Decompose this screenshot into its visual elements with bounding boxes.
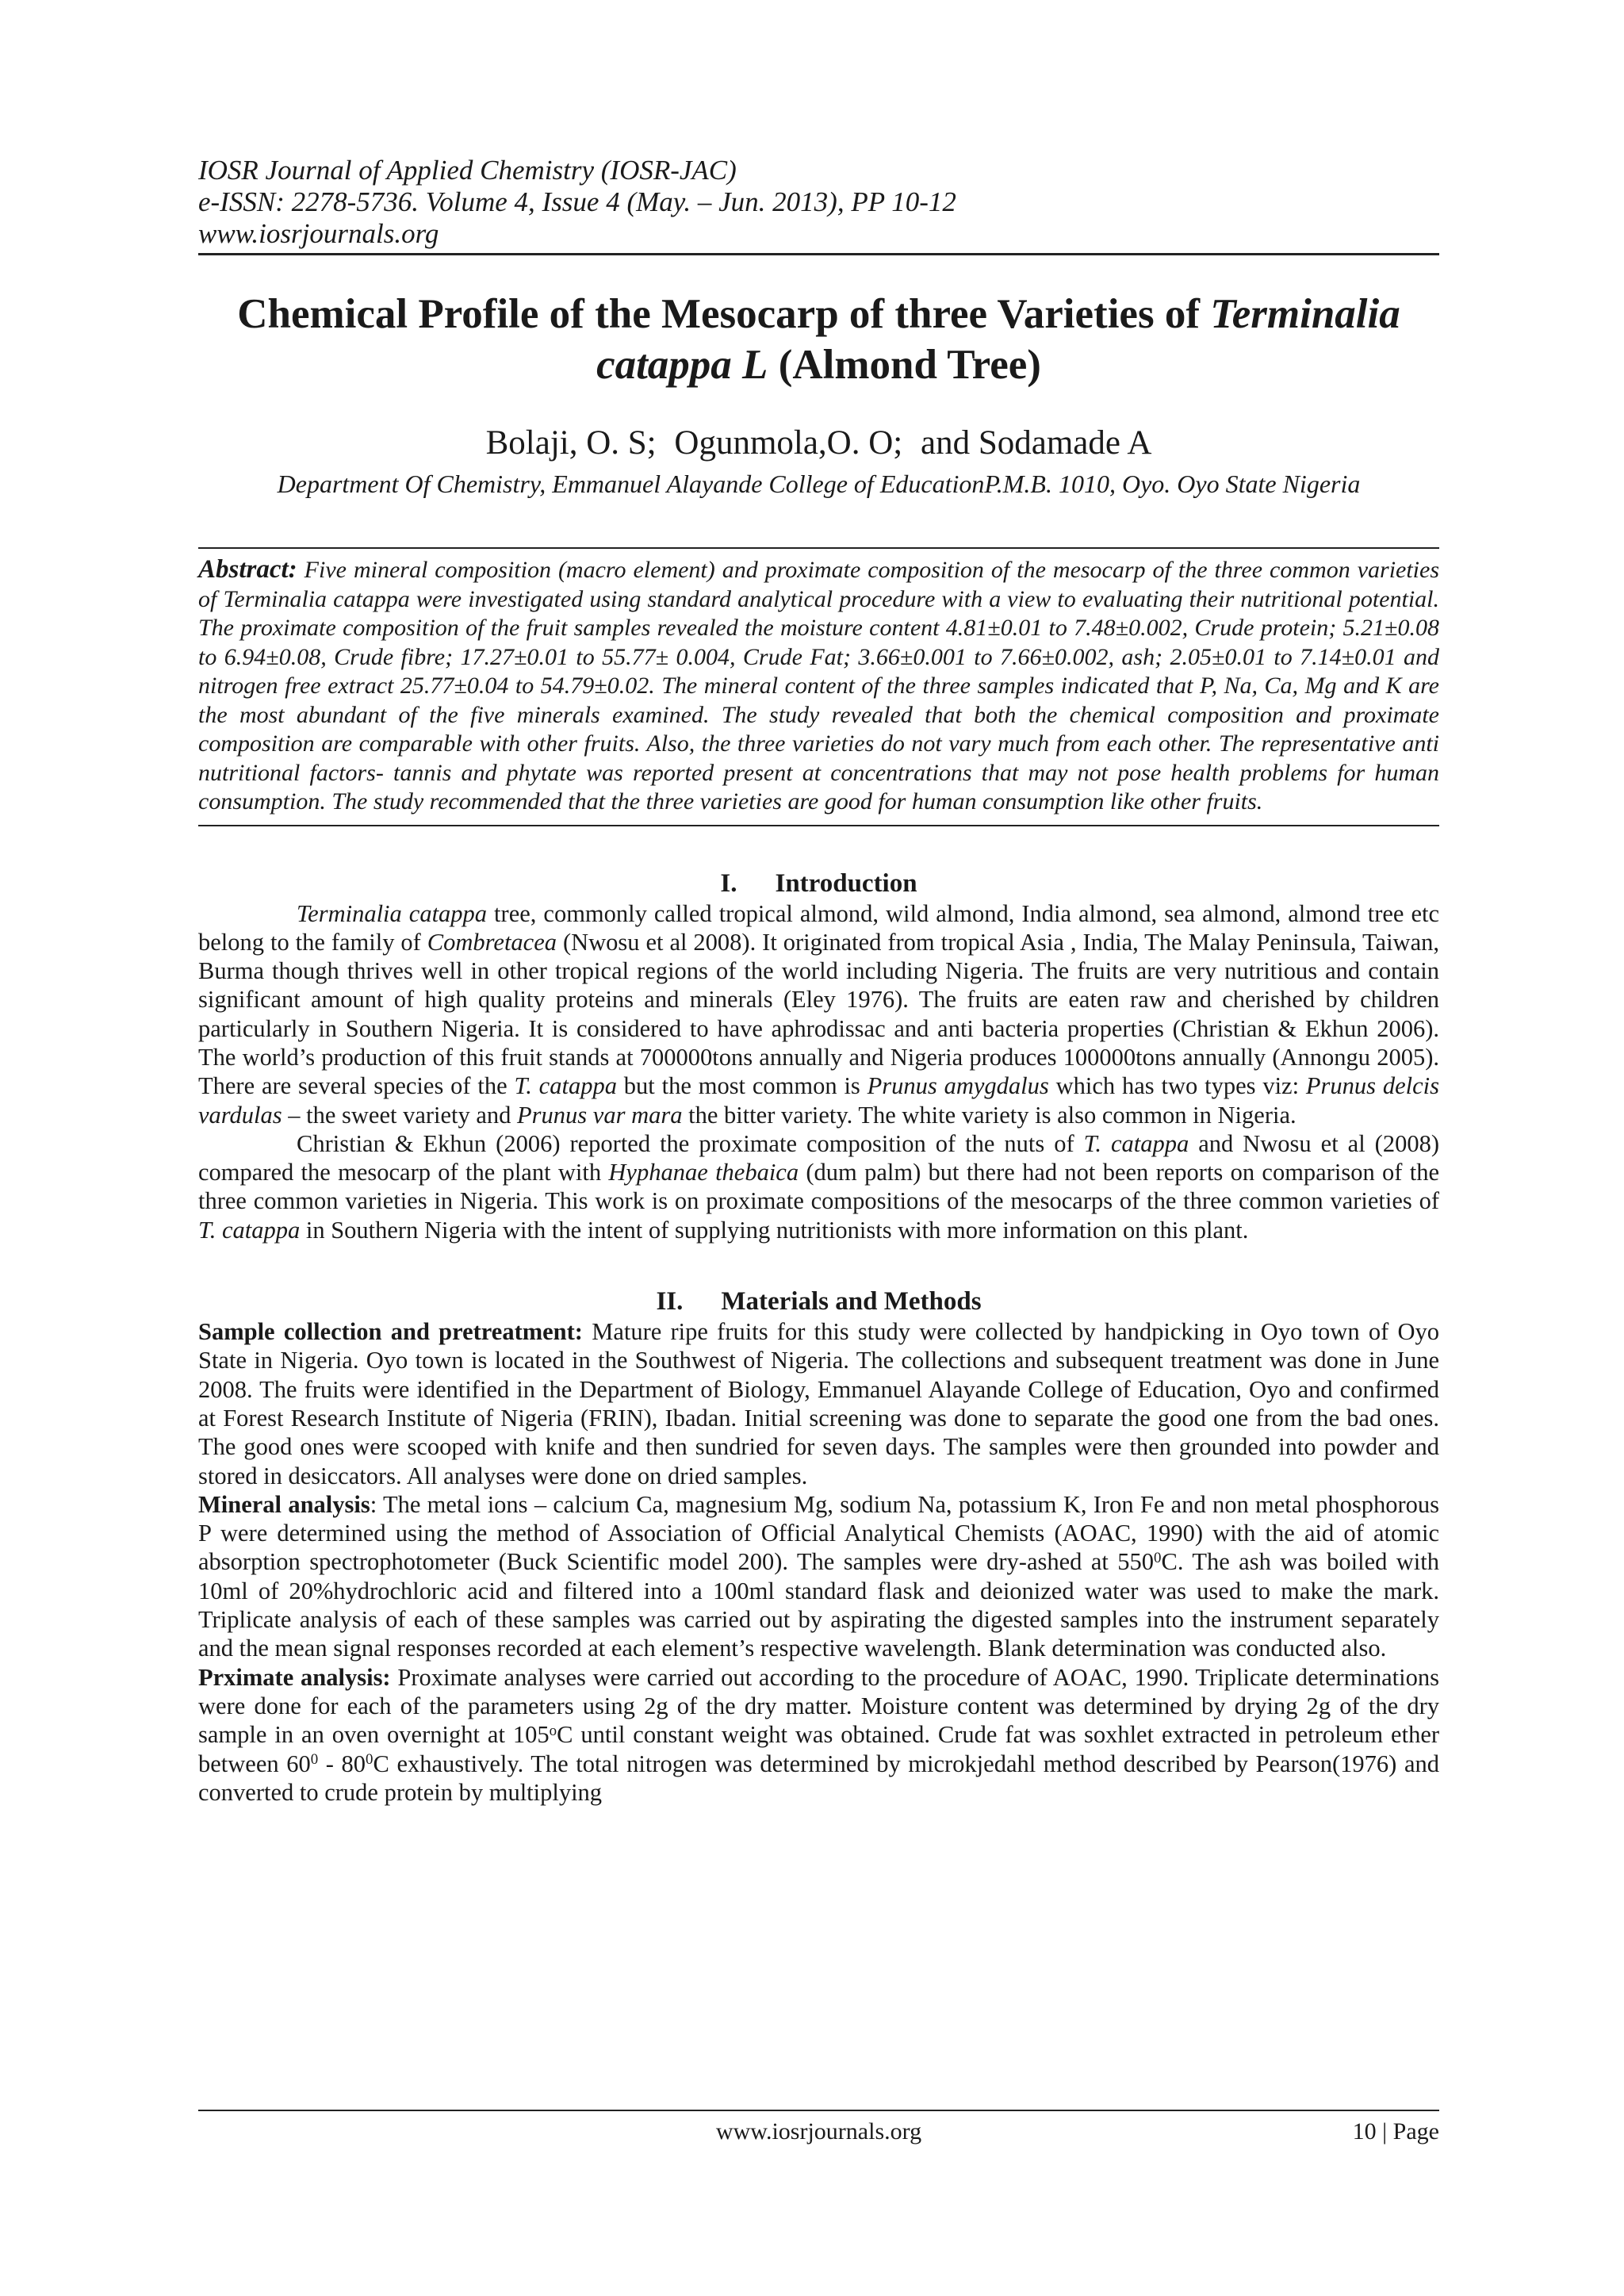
section-heading-introduction <box>198 868 1439 899</box>
intro-paragraph-2: Christian & Ekhun (2006) reported the proximate composition of the nuts of T. catappa and Nwosu et al (2008) compared the mesocarp of the plant with Hyphanae thebaica (dum palm) but there had not been reports on comparison of the three common varieties in Nigeria. This work is on proximate compositions of the mesocarps of the three common varieties of T. catappa in Southern Nigeria with the intent of supplying nutritionists with more information on this plant. <box>198 1129 1439 1244</box>
methods-sample-collection: Sample collection and pretreatment: Mature ripe fruits for this study were collected by handpicking in Oyo town of Oyo State in Nigeria. Oyo town is located in the Southwest of Nigeria. The collections and subsequent treatment was done in June 2008. The fruits were identified in the Department of Biology, Emmanuel Alayande College of Education, Oyo and confirmed at Forest Research Institute of Nigeria (FRIN), Ibadan. Initial screening was done to separate the good one from the bad ones. The good ones were scooped with knife and then sundried for seven days. The samples were then grounded into powder and stored in desiccators. All analyses were done on dried samples. <box>198 1318 1439 1489</box>
header-rule <box>198 253 1439 255</box>
intro-paragraph-1: Terminalia catappa tree, commonly called tropical almond, wild almond, India almond, sea almond, almond tree etc belong to the family of Combretacea (Nwosu et al 2008). It originated from tropical Asia , India, The Malay Peninsula, Taiwan, Burma though thrives well in other tropical regions of the world including Nigeria. The fruits are very nutritious and contain significant amount of high quality proteins and minerals (Eley 1976). The fruits are eaten raw and cherished by children particularly in Southern Nigeria. It is considered to have aphrodissac and anti bacteria properties (Christian & Ekhun 2006). The world’s production of this fruit stands at 700000tons annually and Nigeria produces 100000tons annually (Annongu 2005). There are several species of the T. catappa but the most common is Prunus amygdalus which has two types viz: Prunus delcis vardulas – the sweet variety and Prunus var mara the bitter variety. The white variety is also common in Nigeria. <box>198 899 1440 1129</box>
page-number: 10 | Page <box>1352 2118 1439 2145</box>
paper-title <box>198 289 1439 390</box>
page-footer <box>198 2110 1439 2145</box>
author-1: Bolaji, O. S; <box>485 424 657 462</box>
section-number: I. <box>720 868 737 898</box>
author-list <box>198 424 1439 463</box>
issn-line: e-ISSN: 2278-5736. Volume 4, Issue 4 (May. – Jun. 2013), PP 10-12 <box>198 186 956 217</box>
section-title: Materials and Methods <box>721 1287 982 1317</box>
affiliation: Department Of Chemistry, Emmanuel Alayande College of EducationP.M.B. 1010, Oyo. Oyo State Nigeria <box>277 470 1361 498</box>
paper-page <box>198 155 1439 1807</box>
abstract-text: Five mineral composition (macro element) and proximate composition of the mesocarp of the three common varieties of Terminalia catappa were investigated using standard analytical procedure with a view to evaluating their nutritional potential. The proximate composition of the fruit samples revealed the moisture content 4.81±0.01 to 7.48±0.002, Crude protein; 5.21±0.08 to 6.94±0.08, Crude fibre; 17.27±0.01 to 55.77± 0.004, Crude Fat; 3.66±0.001 to 7.66±0.002, ash; 2.05±0.01 to 7.14±0.01 and nitrogen free extract 25.77±0.04 to 54.79±0.02. The mineral content of the three samples indicated that P, Na, Ca, Mg and K are the most abundant of the five minerals examined. The study revealed that both the chemical composition and proximate composition are comparable with other fruits. Also, the three varieties do not vary much from each other. The representative anti nutritional factors- tannis and phytate was reported present at concentrations that may not pose health problems for human consumption. The study recommended that the three varieties are good for human consumption like other fruits. <box>198 557 1439 815</box>
author-3: and Sodamade A <box>920 424 1152 462</box>
section-number: II. <box>656 1287 684 1317</box>
journal-name: IOSR Journal of Applied Chemistry (IOSR-JAC) <box>198 155 737 186</box>
journal-website[interactable]: www.iosrjournals.org <box>198 218 439 249</box>
journal-header <box>198 155 1439 250</box>
title-line-1: Chemical Profile of the Mesocarp of three Varieties of Terminalia <box>237 291 1400 337</box>
section-heading-methods <box>198 1286 1439 1317</box>
author-2: Ogunmola,O. O; <box>674 424 903 462</box>
title-line-2: catappa L (Almond Tree) <box>596 342 1041 388</box>
methods-proximate-analysis: Prximate analysis: Proximate analyses were carried out according to the procedure of AOAC, 1990. Triplicate determinations were done for each of the parameters using 2g of the dry matter. Moisture content was determined by drying 2g of the dry sample in an oven overnight at 105$^o$C until constant weight was obtained. Crude fat was soxhlet extracted in petroleum ether between $60^0 - 80^0C$ exhaustively. The total nitrogen was determined by microkjedahl method described by Pearson(1976) and converted to crude protein by multiplying <box>198 1663 1440 1806</box>
abstract-label: Abstract: <box>198 555 297 584</box>
section-title: Introduction <box>775 868 917 898</box>
methods-mineral-analysis: Mineral analysis: The metal ions – calcium Ca, magnesium Mg, sodium Na, potassium K, Iron Fe and non metal phosphorous P were determined using the method of Association of Official Analytical Chemists (AOAC, 1990) with the aid of atomic absorption spectrophotometer (Buck Scientific model 200). The samples were dry-ashed at $550^0C$. The ash was boiled with 10ml of 20%hydrochloric acid and filtered into a 100ml standard flask and deionized water was used to make the mark. Triplicate analysis of each of these samples was carried out by aspirating the digested samples into the instrument separately and the mean signal responses recorded at each element’s respective wavelength. Blank determination was conducted also. <box>198 1490 1440 1662</box>
footer-website[interactable]: www.iosrjournals.org <box>715 2118 922 2145</box>
abstract-block <box>198 547 1439 826</box>
